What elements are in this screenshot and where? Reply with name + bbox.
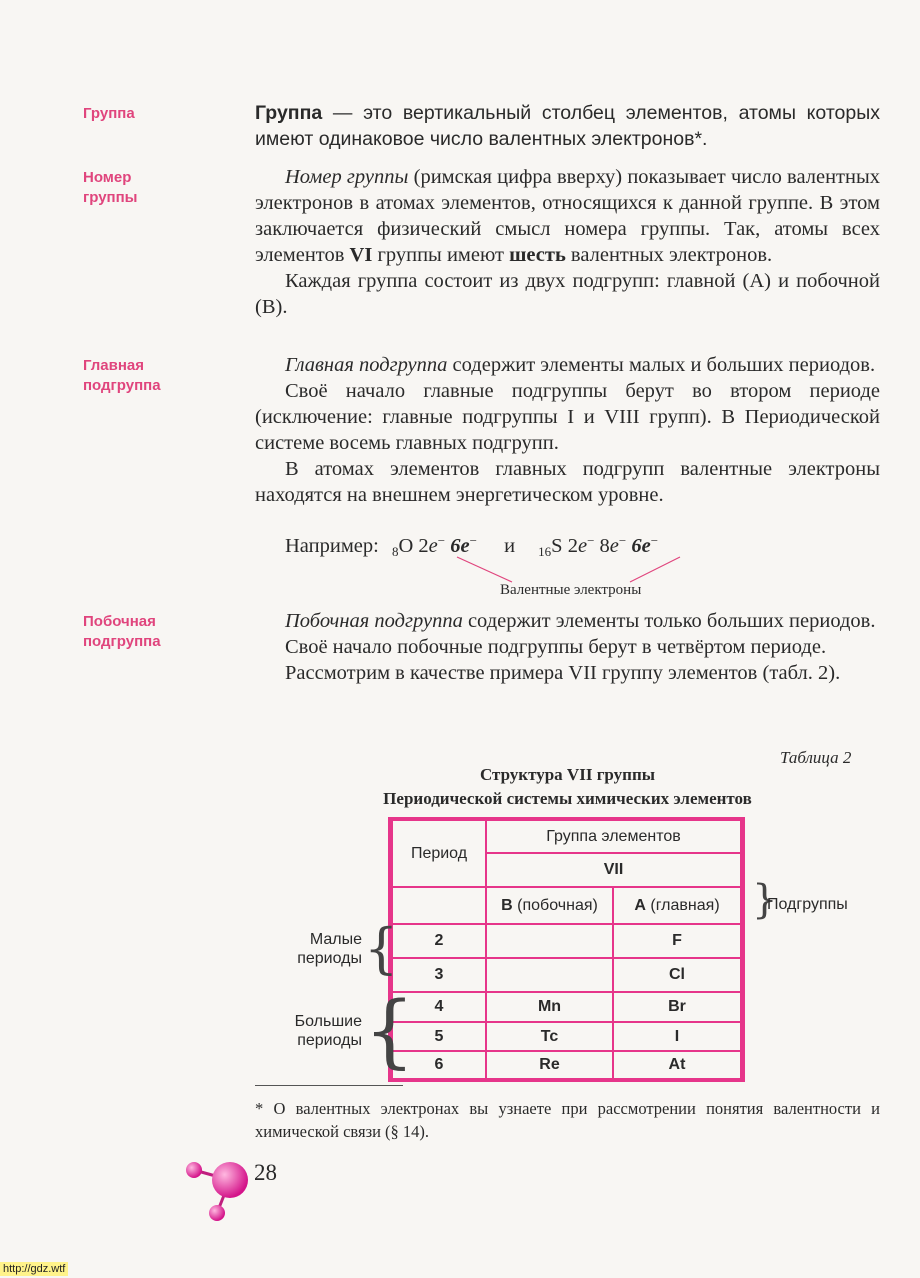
example-conjunction: и bbox=[504, 535, 516, 557]
term-main-subgroup: Главная подгруппа bbox=[285, 354, 448, 376]
paragraph-text: содержит элементы малых и больших периодов. bbox=[447, 354, 876, 376]
paragraph-main-valence: В атомах элементов главных подгрупп валентные электроны находятся на внешнем энергетическом уровне. bbox=[255, 458, 880, 506]
table-row bbox=[391, 924, 743, 958]
paragraph-side-start: Своё начало побочные подгруппы берут в четвёртом периоде. bbox=[285, 636, 827, 658]
subgroup-b-cell: Mn bbox=[486, 992, 613, 1022]
side-label-line: Малые bbox=[309, 931, 362, 948]
table-title-line-2: Периодической системы химических элементов bbox=[383, 789, 752, 808]
table-row bbox=[391, 1022, 743, 1051]
subgroup-a-cell: At bbox=[613, 1051, 743, 1080]
subgroup-b-cell: Re bbox=[486, 1051, 613, 1080]
subgroup-b-letter: B bbox=[501, 896, 513, 914]
small-periods-label bbox=[270, 930, 362, 968]
subgroup-a-letter: A bbox=[634, 896, 646, 914]
large-periods-brace: { bbox=[364, 984, 415, 1077]
subgroup-b-cell bbox=[486, 924, 613, 958]
margin-note-text: подгруппа bbox=[83, 633, 161, 650]
term-group-number: Номер группы bbox=[285, 166, 409, 188]
subgroup-b-header bbox=[486, 887, 613, 924]
paragraph-text: содержит элементы только больших периодов. bbox=[462, 610, 876, 632]
side-label-line: Большие bbox=[294, 1013, 362, 1030]
subgroup-b-cell: Tc bbox=[486, 1022, 613, 1051]
group-vii-table bbox=[388, 817, 745, 1082]
margin-note-text: Номер bbox=[83, 169, 132, 186]
small-periods-brace: { bbox=[364, 917, 399, 980]
subgroup-b-text: (побочная) bbox=[512, 896, 598, 914]
group-number-cell: VII bbox=[486, 853, 743, 887]
margin-note-text: Главная bbox=[83, 357, 145, 374]
subgroup-a-cell: F bbox=[613, 924, 743, 958]
emphasis-six: шесть bbox=[509, 244, 566, 266]
subgroup-a-cell: I bbox=[613, 1022, 743, 1051]
side-label-line: периоды bbox=[297, 1032, 362, 1049]
paragraph-subgroups: Каждая группа состоит из двух подгрупп: главной (А) и побочной (В). bbox=[255, 270, 880, 318]
period-cell: 3 bbox=[391, 958, 487, 992]
emphasis-vi: VI bbox=[349, 244, 373, 266]
period-cell: 5 bbox=[391, 1022, 487, 1051]
watermark-link[interactable]: http://gdz.wtf bbox=[0, 1262, 68, 1276]
paragraph-example-vii: Рассмотрим в качестве примера VII группу элементов (табл. 2). bbox=[285, 662, 841, 684]
group-header: Группа элементов bbox=[486, 819, 743, 853]
subgroups-brace: } bbox=[752, 877, 778, 923]
paragraph-side-subgroup bbox=[255, 608, 880, 686]
margin-note-text: Побочная bbox=[83, 613, 156, 630]
example-label: Например: bbox=[285, 535, 379, 557]
paragraph-text: — это вертикальный столбец элементов, атомы которых имеют одинаковое число валентных электронов*. bbox=[255, 102, 880, 150]
margin-note-text: группы bbox=[83, 189, 138, 206]
footnote-rule bbox=[255, 1085, 403, 1086]
page-number: 28 bbox=[254, 1160, 277, 1185]
subgroups-label: Подгруппы bbox=[767, 896, 848, 913]
margin-note-text: подгруппа bbox=[83, 377, 161, 394]
period-cell: 6 bbox=[391, 1051, 487, 1080]
paragraph-text: (римская цифра вверху) показывает число валентных электронов в атомах элементов, относящихся к данной группе. В этом заключается физический смысл номера группы. Так, атомы всех элементов bbox=[255, 166, 880, 266]
footnote: * О валентных электронах вы узнаете при рассмотрении понятия валентности и химической связи (§ 14). bbox=[255, 1099, 880, 1141]
side-label-line: периоды bbox=[297, 950, 362, 967]
margin-note-text: Группа bbox=[83, 105, 135, 122]
table-row bbox=[391, 1051, 743, 1080]
paragraph-text: группы имеют bbox=[372, 244, 510, 266]
subgroup-a-text: (главная) bbox=[645, 896, 720, 914]
paragraph-main-start: Своё начало главные подгруппы берут во втором периоде (исключение: главные подгруппы I и VIII групп). В Периодической системе восемь главных подгрупп. bbox=[255, 380, 880, 454]
period-cell: 4 bbox=[391, 992, 487, 1022]
subgroup-b-cell bbox=[486, 958, 613, 992]
paragraph-text: валентных электронов. bbox=[565, 244, 773, 266]
table-title-line-1: Структура VII группы bbox=[479, 765, 656, 784]
blank-cell bbox=[391, 887, 487, 924]
subgroup-a-cell: Br bbox=[613, 992, 743, 1022]
table-label: Таблица 2 bbox=[780, 748, 852, 767]
term-group: Группа bbox=[255, 102, 323, 124]
period-cell: 2 bbox=[391, 924, 487, 958]
table-row bbox=[391, 992, 743, 1022]
subgroup-a-header bbox=[613, 887, 743, 924]
molecule-icon bbox=[180, 1150, 260, 1230]
valence-caption: Валентные электроны bbox=[500, 582, 642, 598]
term-side-subgroup: Побочная подгруппа bbox=[285, 610, 463, 632]
table-row bbox=[391, 958, 743, 992]
subgroup-a-cell: Cl bbox=[613, 958, 743, 992]
period-header: Период bbox=[391, 819, 487, 887]
large-periods-label bbox=[270, 1012, 362, 1050]
example-formula: Например: $_8$O 2e− 6e− и $_{16}$S 2e− 8e− 6e− bbox=[285, 533, 659, 559]
